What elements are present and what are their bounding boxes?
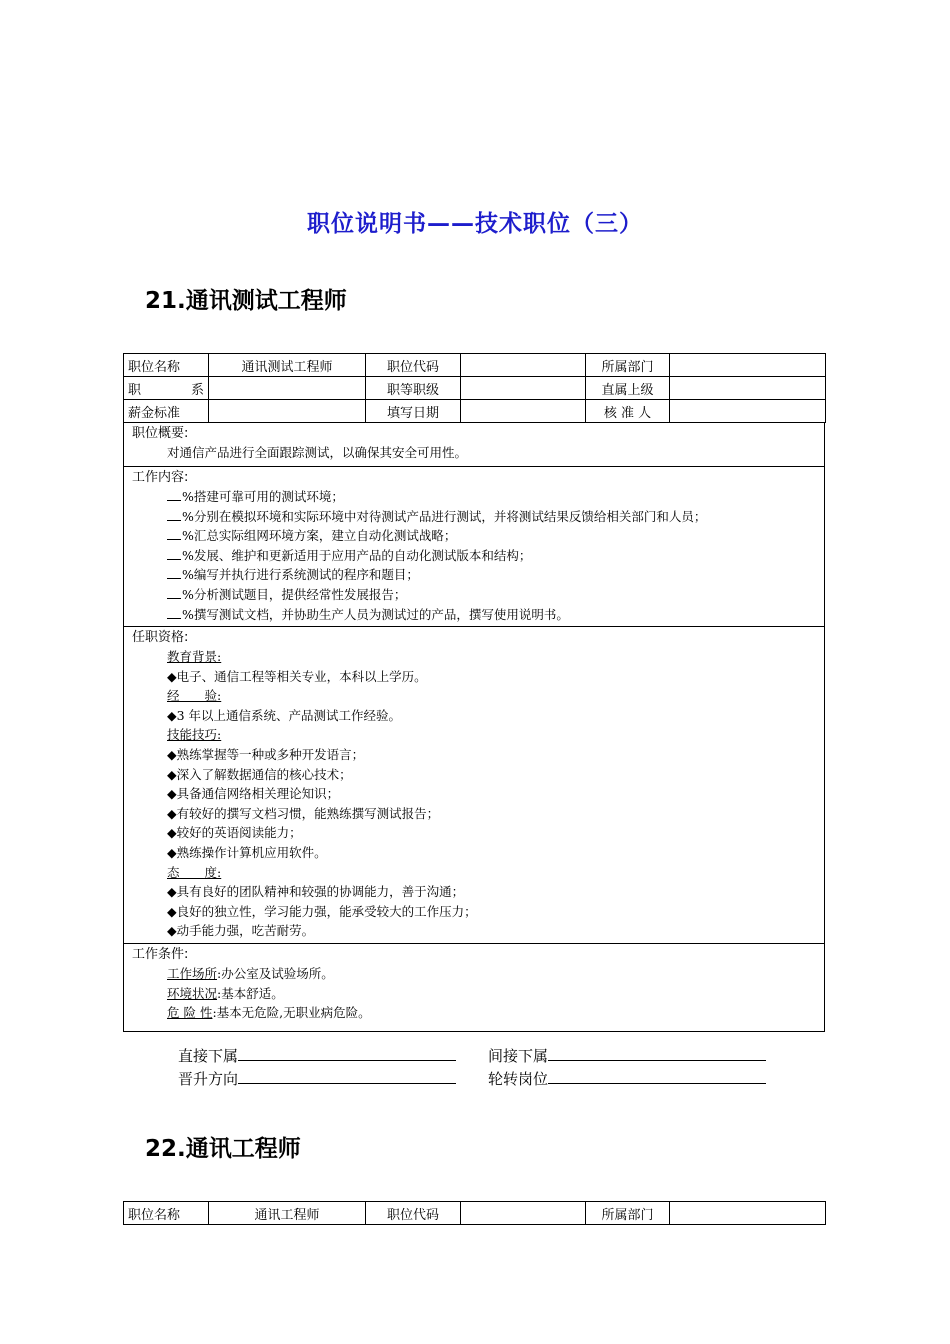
blank-line <box>167 508 181 521</box>
work-place: 工作场所:办公室及试验场所。 <box>167 966 334 981</box>
value-job-series <box>209 377 366 400</box>
list-item: ◆熟练操作计算机应用软件。 <box>167 844 327 860</box>
label-job-code: 职位代码 <box>366 354 461 377</box>
overview-text: 对通信产品进行全面跟踪测试，以确保其安全可用性。 <box>167 445 468 460</box>
list-item: %撰写测试文档，并协助生产人员为测试过的产品，撰写使用说明书。 <box>124 605 824 625</box>
list-item: ◆具备通信网络相关理论知识； <box>167 786 340 802</box>
value-job-grade <box>461 377 586 400</box>
value-salary <box>209 400 366 423</box>
label-supervisor: 直属上级 <box>586 377 670 400</box>
table-row <box>124 354 826 377</box>
list-item: %分别在模拟环境和实际环境中对待测试产品进行测试，并将测试结果反馈给相关部门和人员； <box>124 507 824 527</box>
blank-line <box>167 606 181 619</box>
list-item: ◆深入了解数据通信的核心技术； <box>167 766 352 782</box>
fill-line <box>548 1044 766 1061</box>
rotation-field: 轮转岗位 <box>488 1067 766 1089</box>
value-department <box>670 1202 826 1225</box>
work-conditions-heading: 工作条件: <box>132 947 189 962</box>
blank-line <box>167 586 181 599</box>
list-item: %汇总实际组网环境方案，建立自动化测试战略； <box>124 526 824 546</box>
overview-block <box>123 423 825 467</box>
list-item: %分析测试题目，提供经常性发展报告； <box>124 585 824 605</box>
fill-line <box>238 1044 456 1061</box>
job-info-table <box>123 353 826 423</box>
attitude-label: 态 度: <box>167 864 222 880</box>
value-job-code <box>461 354 586 377</box>
direct-subordinate-field: 直接下属 <box>178 1044 456 1066</box>
blank-line <box>167 527 181 540</box>
list-item: %发展、维护和更新适用于应用产品的自动化测试版本和结构； <box>124 546 824 566</box>
fill-line <box>548 1067 766 1084</box>
label-salary: 薪金标准 <box>124 400 209 423</box>
label-approver: 核 准 人 <box>586 400 670 423</box>
job-info-table-2 <box>123 1201 826 1225</box>
fill-line <box>238 1067 456 1084</box>
blank-line <box>167 566 181 579</box>
label-fill-date: 填写日期 <box>366 400 461 423</box>
blank-line <box>167 547 181 560</box>
value-job-title: 通讯工程师 <box>209 1202 366 1225</box>
table-row <box>124 400 826 423</box>
value-job-title: 通讯测试工程师 <box>209 354 366 377</box>
work-content-block <box>123 467 825 627</box>
list-item: %编写并执行进行系统测试的程序和题目； <box>124 565 824 585</box>
risk: 危 险 性:基本无危险,无职业病危险。 <box>167 1005 371 1021</box>
list-item: %搭建可靠可用的测试环境； <box>124 487 824 507</box>
promotion-field: 晋升方向 <box>178 1067 456 1089</box>
value-approver <box>670 400 826 423</box>
list-item: ◆电子、通信工程等相关专业，本科以上学历。 <box>167 668 427 684</box>
blank-line <box>167 488 181 501</box>
value-supervisor <box>670 377 826 400</box>
qualifications-block <box>123 627 825 944</box>
table-row <box>124 377 826 400</box>
qualifications-heading: 任职资格: <box>132 630 189 645</box>
overview-heading: 职位概要: <box>132 426 189 441</box>
list-item: ◆较好的英语阅读能力； <box>167 825 302 841</box>
indirect-subordinate-field: 间接下属 <box>488 1044 766 1066</box>
list-item: ◆熟练掌握等一种或多种开发语言； <box>167 746 365 762</box>
label-job-series: 职 系 <box>124 377 209 400</box>
list-item: ◆动手能力强，吃苦耐劳。 <box>167 923 315 939</box>
list-item: ◆具有良好的团队精神和较强的协调能力，善于沟通； <box>167 884 465 900</box>
section-heading-22: 22.通讯工程师 <box>145 1136 301 1162</box>
label-job-title: 职位名称 <box>124 354 209 377</box>
list-item: ◆良好的独立性，学习能力强，能承受较大的工作压力； <box>167 903 477 919</box>
list-item: ◆有较好的撰写文档习惯，能熟练撰写测试报告； <box>167 805 440 821</box>
list-item: ◆3 年以上通信系统、产品测试工作经验。 <box>167 707 402 723</box>
label-job-grade: 职等职级 <box>366 377 461 400</box>
label-department: 所属部门 <box>586 1202 670 1225</box>
value-fill-date <box>461 400 586 423</box>
section-heading-21: 21.通讯测试工程师 <box>145 288 347 314</box>
environment: 环境状况:基本舒适。 <box>167 985 284 1001</box>
value-job-code <box>461 1202 586 1225</box>
skills-label: 技能技巧: <box>167 727 222 743</box>
work-content-heading: 工作内容: <box>132 470 189 485</box>
work-conditions-block <box>123 944 825 1032</box>
table-row <box>124 1202 826 1225</box>
experience-label: 经 验: <box>167 688 222 704</box>
label-department: 所属部门 <box>586 354 670 377</box>
label-job-code: 职位代码 <box>366 1202 461 1225</box>
value-department <box>670 354 826 377</box>
document-title: 职位说明书——技术职位（三） <box>307 211 643 237</box>
education-label: 教育背景: <box>167 649 222 664</box>
label-job-title: 职位名称 <box>124 1202 209 1225</box>
